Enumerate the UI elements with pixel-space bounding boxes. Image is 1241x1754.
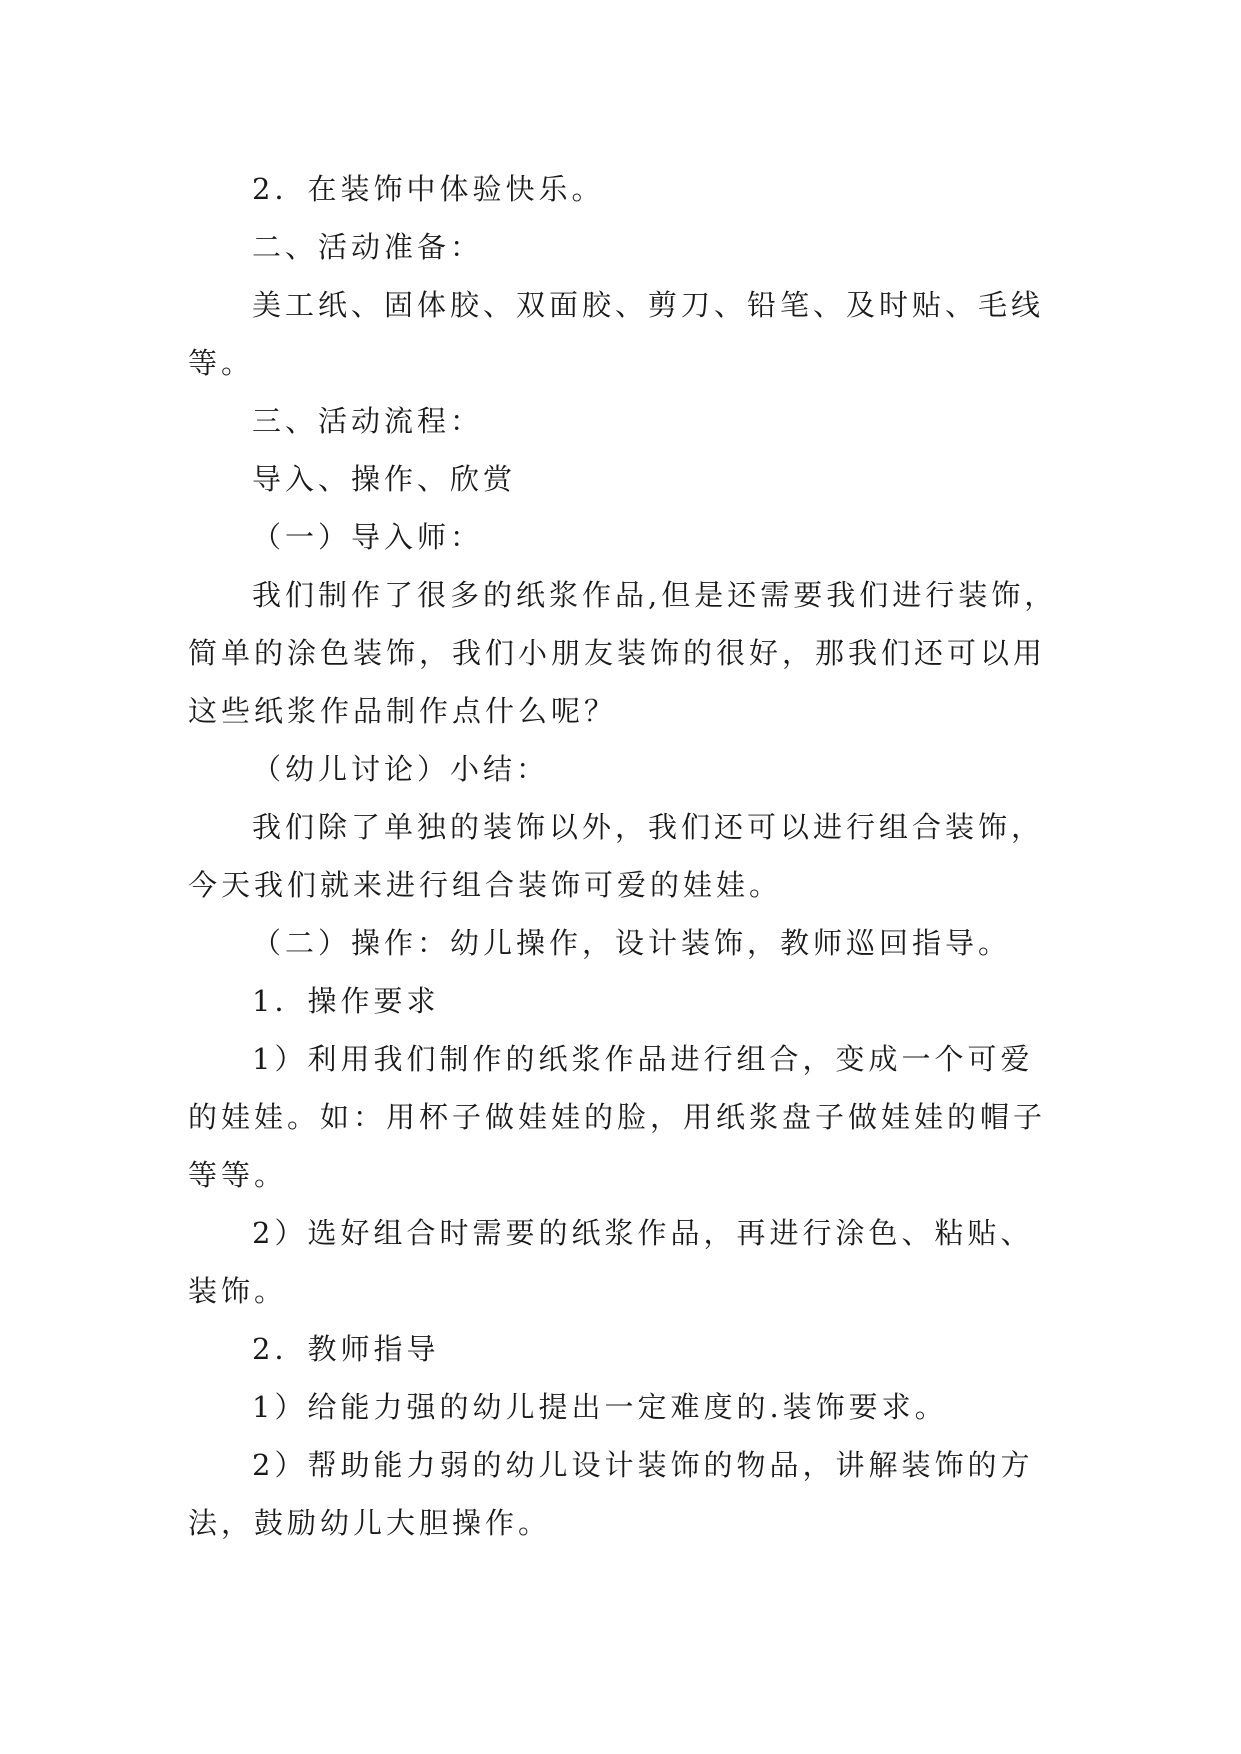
text-line: （幼儿讨论）小结： [252, 752, 550, 786]
text-line: 我们制作了很多的纸浆作品,但是还需要我们进行装饰， [252, 578, 1058, 612]
text-line: 简单的涂色装饰，我们小朋友装饰的很好，那我们还可以用 [188, 636, 1047, 670]
section-heading: 二、活动准备： [252, 230, 484, 264]
text-line: 装饰。 [188, 1274, 288, 1308]
text-line: 等。 [188, 346, 255, 380]
text-line: 2）帮助能力弱的幼儿设计装饰的物品，讲解装饰的方 [252, 1448, 1034, 1482]
text-line: 1）给能力强的幼儿提出一定难度的.装饰要求。 [252, 1390, 948, 1424]
section-heading: 三、活动流程： [252, 404, 484, 438]
text-line: 1．操作要求 [252, 984, 440, 1018]
text-line: 这些纸浆作品制作点什么呢？ [188, 694, 618, 728]
text-line: 导入、操作、欣赏 [252, 462, 517, 496]
subsection-heading: （二）操作：幼儿操作，设计装饰，教师巡回指导。 [252, 926, 1012, 960]
text-line: 我们除了单独的装饰以外，我们还可以进行组合装饰， [252, 810, 1045, 844]
text-line: 等等。 [188, 1158, 288, 1192]
text-line: 的娃娃。如：用杯子做娃娃的脸，用纸浆盘子做娃娃的帽子 [188, 1100, 1047, 1134]
text-line: 美工纸、固体胶、双面胶、剪刀、铅笔、及时贴、毛线 [252, 288, 1045, 322]
text-line: 1）利用我们制作的纸浆作品进行组合，变成一个可爱 [252, 1042, 1034, 1076]
subsection-heading: （一）导入师： [252, 520, 484, 554]
text-line: 2．在装饰中体验快乐。 [252, 172, 605, 206]
text-line: 2）选好组合时需要的纸浆作品，再进行涂色、粘贴、 [252, 1216, 1034, 1250]
document-body [188, 160, 1068, 1552]
text-line: 2．教师指导 [252, 1332, 440, 1366]
text-line: 法，鼓励幼儿大胆操作。 [188, 1506, 552, 1540]
text-line: 今天我们就来进行组合装饰可爱的娃娃。 [188, 868, 783, 902]
